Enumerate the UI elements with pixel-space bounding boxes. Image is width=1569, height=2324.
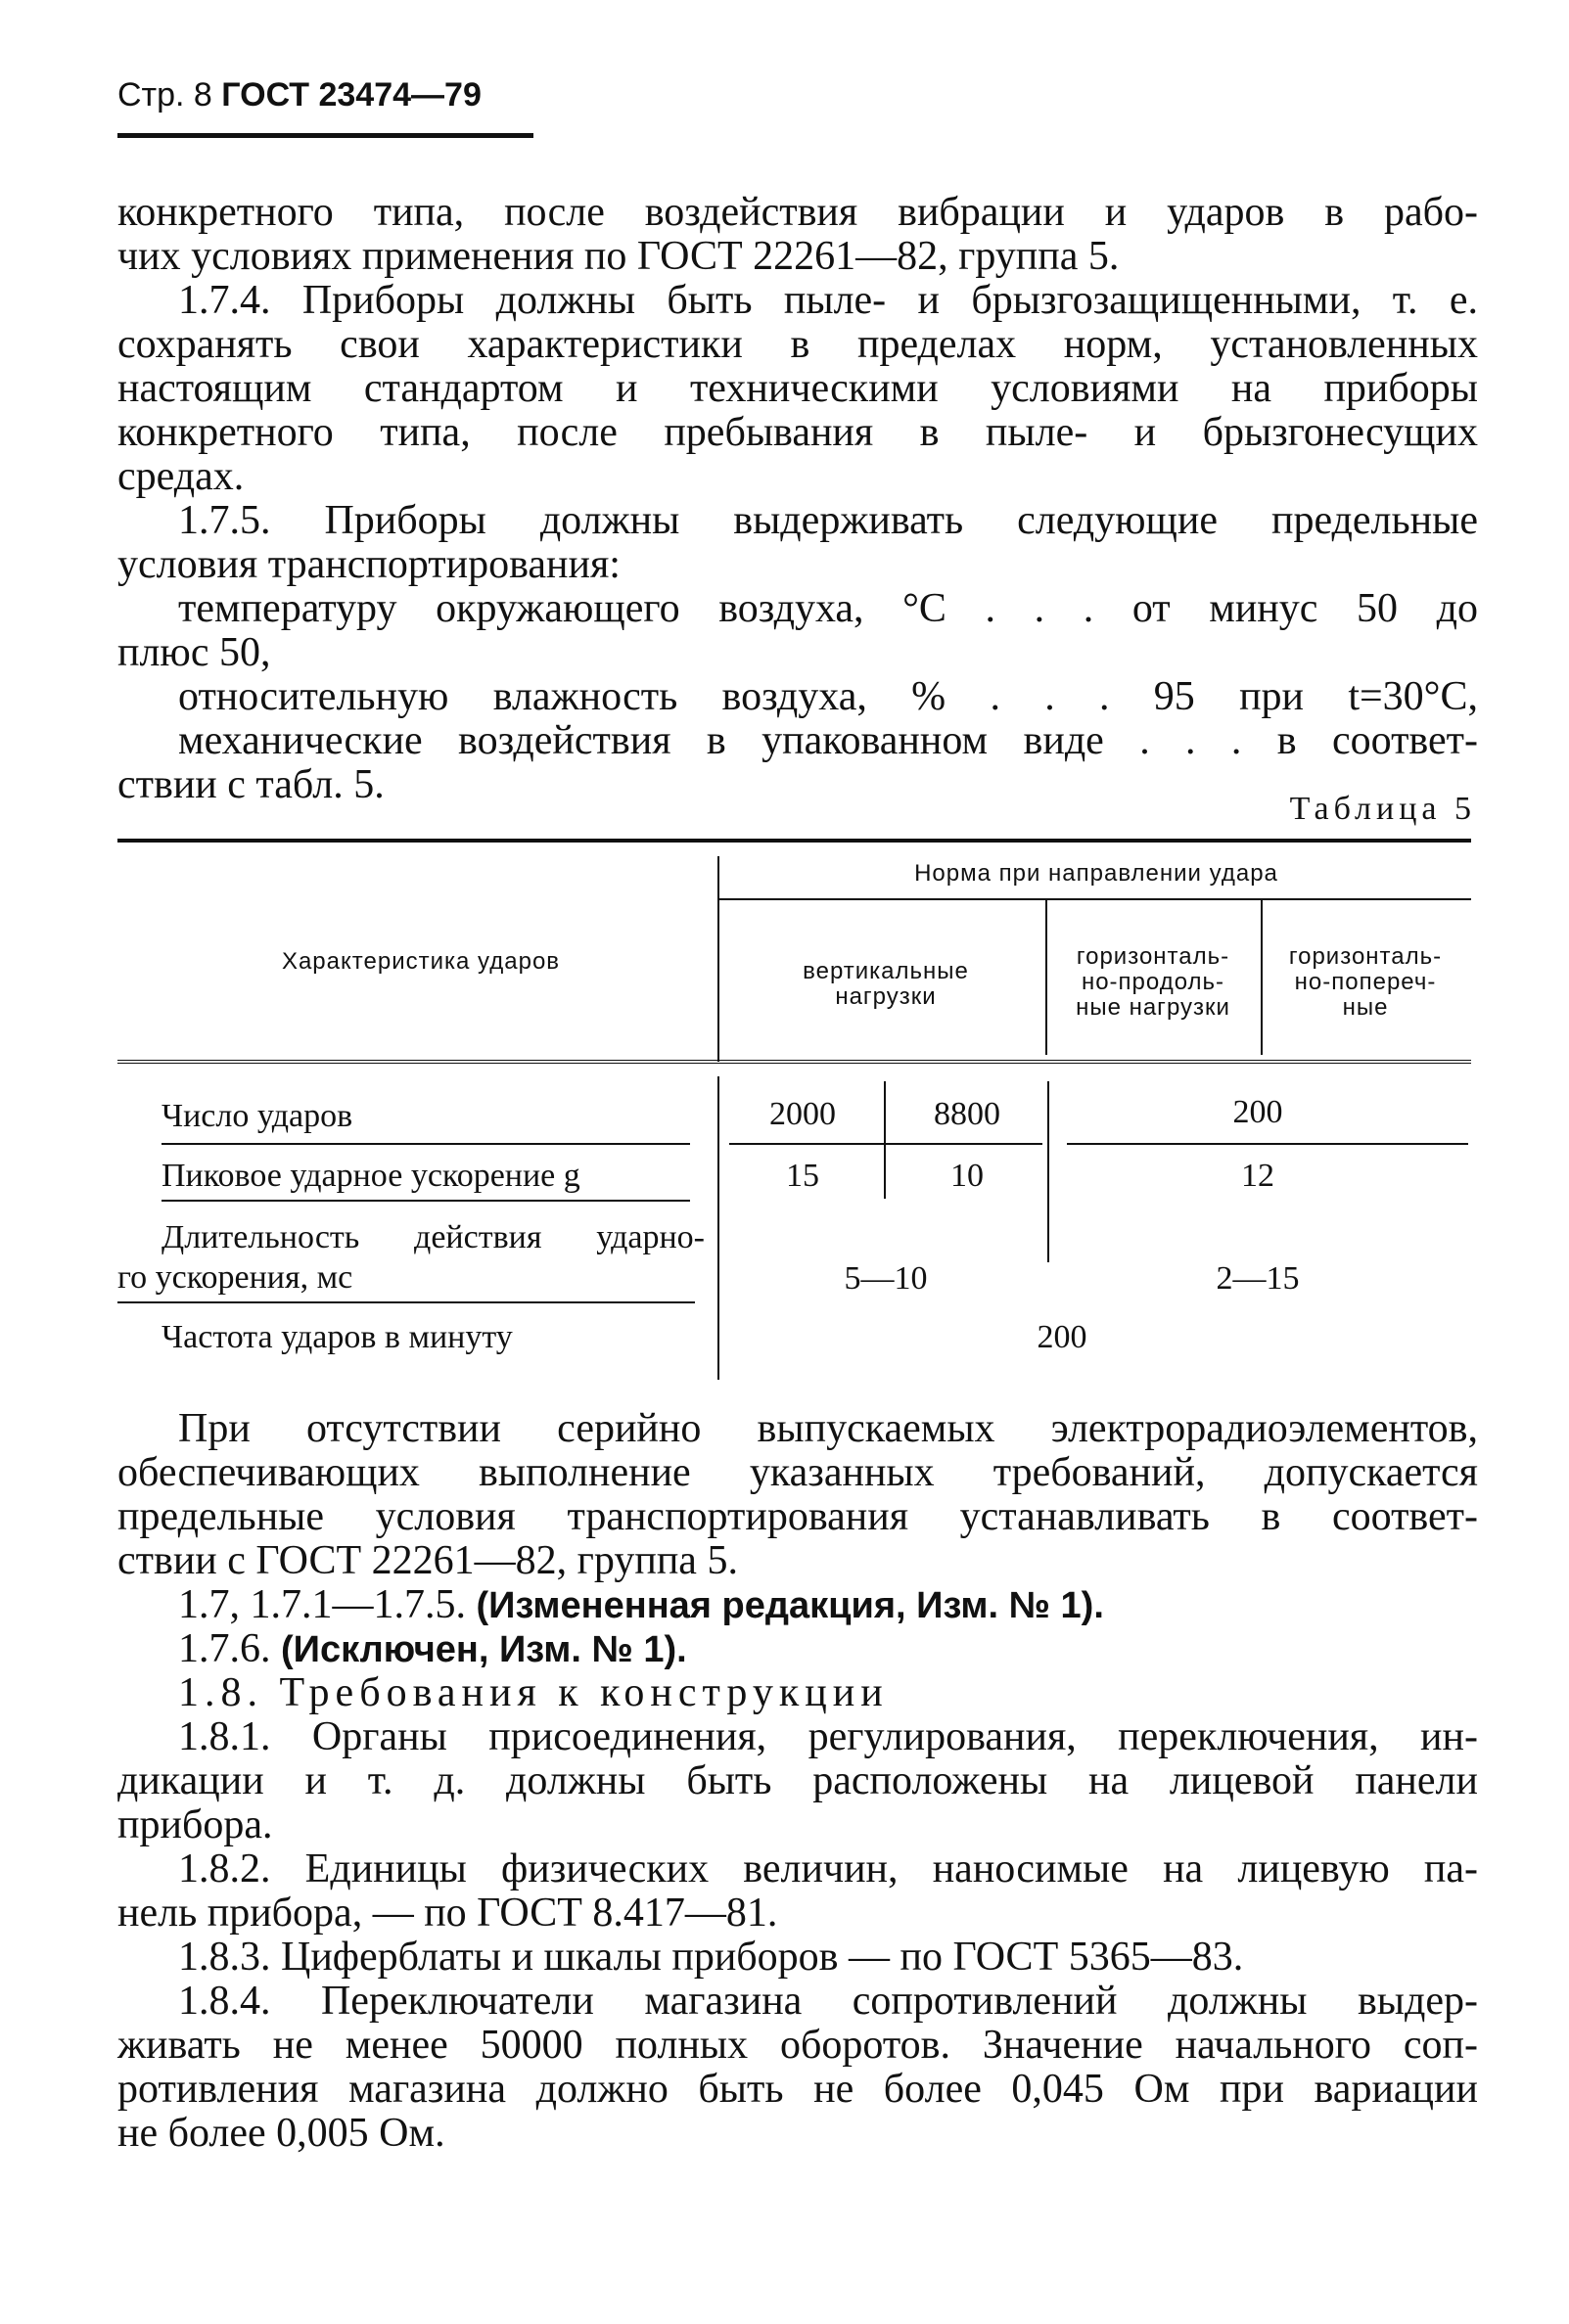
table-divider: [117, 1301, 695, 1303]
text-line: обеспечивающих выполнение указанных требований, допускается: [117, 1450, 1478, 1495]
cell-value: 2—15: [1216, 1260, 1300, 1297]
table-divider: [162, 1143, 690, 1145]
cell-value: 200: [1232, 1094, 1283, 1130]
text-line: чих условиях применения по ГОСТ 22261—82, группа 5.: [117, 234, 1120, 279]
header-shock-characteristic: Характеристика ударов: [281, 948, 561, 975]
text-line: температуру окружающего воздуха, °С . . . от минус 50 до: [178, 586, 1478, 631]
table-divider: [884, 1081, 886, 1199]
table-divider: [729, 1143, 1042, 1145]
text-line: ствии с табл. 5.: [117, 762, 385, 807]
text-line: настоящим стандартом и техническими условиями на приборы: [117, 366, 1478, 411]
table-divider: [1047, 1081, 1049, 1262]
text-line: 1.7.4. Приборы должны быть пыле- и брызгозащищенными, т. е.: [178, 278, 1478, 323]
text-line: механические воздействия в упакованном виде . . . в соответ-: [178, 718, 1478, 763]
text-line: нель прибора, — по ГОСТ 8.417—81.: [117, 1891, 778, 1936]
text-line: конкретного типа, после пребывания в пыле- и брызгонесущих: [117, 410, 1478, 455]
amendment-line: 1.7, 1.7.1—1.7.5. (Измененная редакция, Изм. № 1).: [178, 1582, 1104, 1627]
text-line: плюс 50,: [117, 630, 271, 675]
table-divider: [1067, 1143, 1468, 1145]
text-line: конкретного типа, после воздействия вибрации и ударов в рабо-: [117, 190, 1478, 235]
text-line: 1.8.1. Органы присоединения, регулирования, переключения, ин-: [178, 1714, 1478, 1759]
row-label: го ускорения, мс: [117, 1259, 353, 1296]
header-horizontal-longitudinal: горизонталь- но-продоль- ные нагрузки: [1076, 943, 1230, 1021]
header-horizontal-transverse: горизонталь- но-попереч- ные: [1288, 943, 1443, 1021]
text-line: сохранять свои характеристики в пределах норм, установленных: [117, 322, 1478, 367]
text-line: живать не менее 50000 полных оборотов. Значение начального соп-: [117, 2023, 1478, 2068]
section-heading: 1.8. Требования к конструкции: [178, 1670, 889, 1715]
text-line: средах.: [117, 454, 245, 499]
text-line: предельные условия транспортирования устанавливать в соответ-: [117, 1494, 1478, 1539]
text-line: условия транспортирования:: [117, 542, 621, 587]
text-line: ствии с ГОСТ 22261—82, группа 5.: [117, 1538, 738, 1583]
text-line: 1.8.3. Циферблаты и шкалы приборов — по ГОСТ 5365—83.: [178, 1935, 1244, 1980]
table-divider: [717, 856, 719, 1062]
row-label: Длительность действия ударно-: [162, 1219, 705, 1255]
cell-value: 2000: [769, 1096, 836, 1132]
cell-value: 15: [786, 1158, 819, 1194]
cell-value: 10: [950, 1158, 984, 1194]
cell-value: 12: [1241, 1158, 1274, 1194]
text-line: не более 0,005 Ом.: [117, 2111, 445, 2156]
text-line: дикации и т. д. должны быть расположены на лицевой панели: [117, 1758, 1478, 1803]
text-line: относительную влажность воздуха, % . . . 95 при t=30°С,: [178, 674, 1478, 719]
table-divider: [717, 1076, 719, 1380]
text-line: 1.8.4. Переключатели магазина сопротивлений должны выдер-: [178, 1979, 1478, 2024]
table-divider: [162, 1200, 690, 1202]
paragraph-note: [117, 1407, 1478, 2156]
header-vertical: вертикальные нагрузки: [803, 958, 969, 1010]
text-line: прибора.: [117, 1802, 273, 1847]
table-header-rule: [117, 1060, 1471, 1064]
text-line: 1.7.5. Приборы должны выдерживать следующие предельные: [178, 498, 1478, 543]
row-label: Число ударов: [162, 1098, 353, 1134]
row-label: Пиковое ударное ускорение g: [162, 1158, 580, 1194]
page-number: Стр. 8: [117, 76, 212, 114]
header-norm: Норма при направлении удара: [914, 860, 1278, 887]
cell-value: 200: [1037, 1319, 1087, 1355]
text-line: 1.8.2. Единицы физических величин, наносимые на лицевую па-: [178, 1846, 1478, 1891]
cell-value: 8800: [934, 1096, 1000, 1132]
text-line: ротивления магазина должно быть не более 0,045 Ом при вариации: [117, 2067, 1478, 2112]
table-caption: Таблица 5: [1289, 791, 1476, 827]
document-code: ГОСТ 23474—79: [221, 76, 482, 114]
text-line: При отсутствии серийно выпускаемых электрорадиоэлементов,: [178, 1406, 1478, 1451]
cell-value: 5—10: [844, 1260, 928, 1297]
excluded-line: 1.7.6. (Исключен, Изм. № 1).: [178, 1626, 687, 1671]
table-divider: [717, 898, 1471, 900]
row-label: Частота ударов в минуту: [162, 1319, 513, 1355]
